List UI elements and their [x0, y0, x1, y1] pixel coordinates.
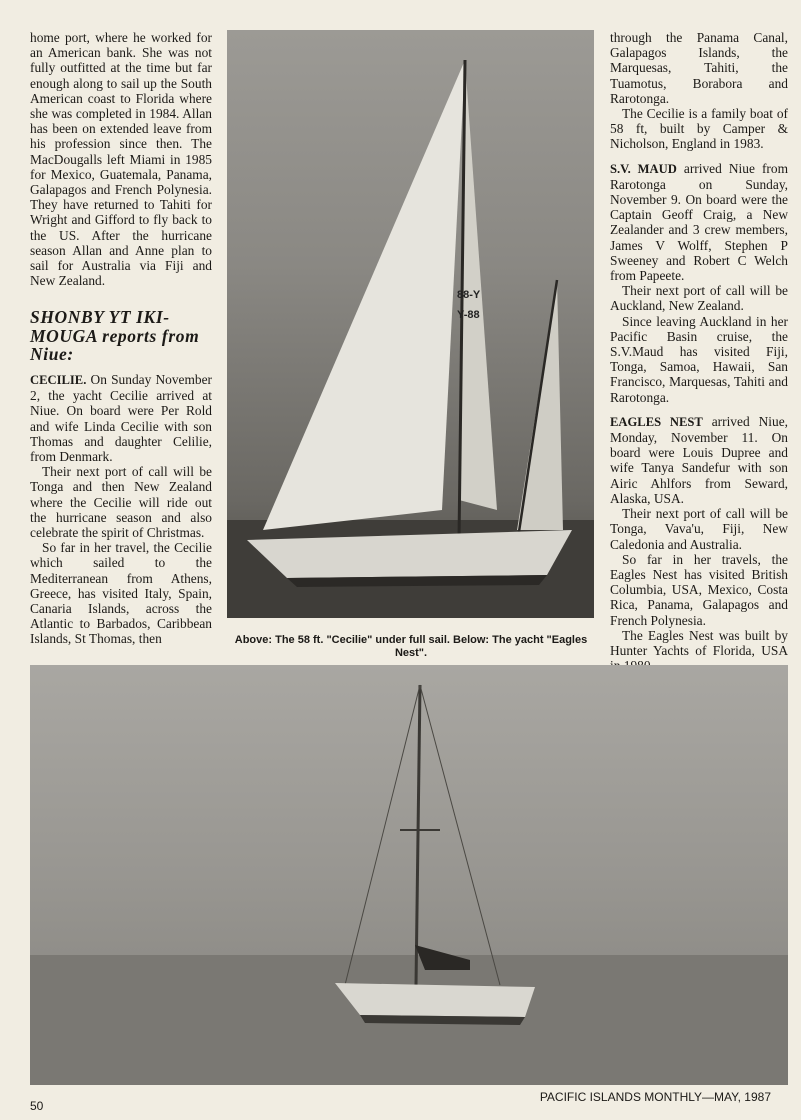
moored-yacht-illustration	[30, 665, 788, 1085]
photo-eagles-nest	[30, 665, 788, 1085]
paragraph-cecilie-next-port: Their next port of call will be Tonga and then New Zealand where the Cecilie will ride out the hurricane season and also celebrate the spirit of Christmas.	[30, 464, 212, 540]
paragraph-macdougall: home port, where he worked for an American bank. She was not fully outfitted at the time but far enough along to sail up the South American coast to Florida where she was completed in 1984. Allan has been on extended leave from his profession since then. The MacDougalls left Miami in 1985 for Mexico, Guatemala, Panama, Galapagos and French Polynesia. They have returned to Tahiti for Wright and Gifford to fly back to the US. After the hurricane season Allan and Anne plan to sail for Australia via Fiji and New Zealand.	[30, 30, 212, 289]
section-headline: SHONBY YT IKI-MOUGA reports from Niue:	[30, 307, 200, 365]
article-column-right	[610, 30, 788, 673]
photo-cecilie-under-sail	[227, 30, 594, 618]
paragraph-eagles-nest-travels: So far in her travels, the Eagles Nest has visited British Columbia, USA, Mexico, Costa Rica, Panama, Galapagos and French Polynesia.	[610, 551, 788, 628]
paragraph-eagles-nest-built: The Eagles Nest was built by Hunter Yachts of Florida, USA	[610, 627, 788, 658]
article-column-left	[30, 30, 212, 647]
yacht-name-cecilie: CECILIE.	[30, 372, 87, 387]
paragraph-eagles-nest-arrival: EAGLES NEST arrived Niue, Monday, November 11. On board were Louis Dupree and wife Tanya Sandefur with son Airic Ahlfors from Seward, Alaska, USA.	[610, 413, 788, 506]
yacht-name-eagles-nest: EAGLES NEST	[610, 414, 703, 429]
paragraph-cecilie-route: through the Panama Canal, Galapagos Islands, the Marquesas, Tahiti, the Tuamotus, Borabora and Rarotonga.	[610, 30, 788, 106]
sail-number-lower: Y-88	[457, 309, 480, 321]
paragraph-cecilie-travels: So far in her travel, the Cecilie which sailed to the Mediterranean from Athens, Greece, has visited Italy, Spain, Canaria Islands, across the Atlantic to Barbados, Caribbean Islands, St Thomas, then	[30, 540, 212, 647]
page-number: 50	[30, 1099, 44, 1113]
paragraph-eagles-nest-next-port: Their next port of call will be Tonga, Vava'u, Fiji, New Caledonia and Australia.	[610, 506, 788, 552]
paragraph-cecilie-built: The Cecilie is a family boat of 58 ft, built by Camper & Nicholson, England in 1983.	[610, 106, 788, 152]
paragraph-maud-travels: Since leaving Auckland in her Pacific Basin cruise, the S.V.Maud has visited Fiji, Tonga, Samoa, Hawaii, San Francisco, Marquesas, Tahiti and Rarotonga.	[610, 313, 788, 405]
paragraph-maud-next-port: Their next port of call will be Auckland, New Zealand.	[610, 283, 788, 314]
paragraph-maud-arrival: S.V. MAUD arrived Niue from Rarotonga on Sunday, November 9. On board were the Captain Geoff Craig, a New Zealander and 3 crew members, James V Wolff, Stephen P Sweeney and Robert C Welch from Papeete.	[610, 160, 788, 284]
sailing-yacht-illustration	[227, 30, 594, 618]
photo-caption: Above: The 58 ft. "Cecilie" under full sail. Below: The yacht "Eagles Nest".	[234, 634, 588, 659]
sail-number-upper: 88-Y	[457, 289, 481, 301]
magazine-issue-footer: PACIFIC ISLANDS MONTHLY—MAY, 1987	[539, 1090, 771, 1104]
paragraph-cecilie-arrival: CECILIE. On Sunday November 2, the yacht Cecilie arrived at Niue. On board were Per Rold and wife Linda Cecilie with son Thomas and daughter Celilie, from Denmark.	[30, 371, 212, 464]
yacht-name-maud: S.V. MAUD	[610, 161, 677, 176]
